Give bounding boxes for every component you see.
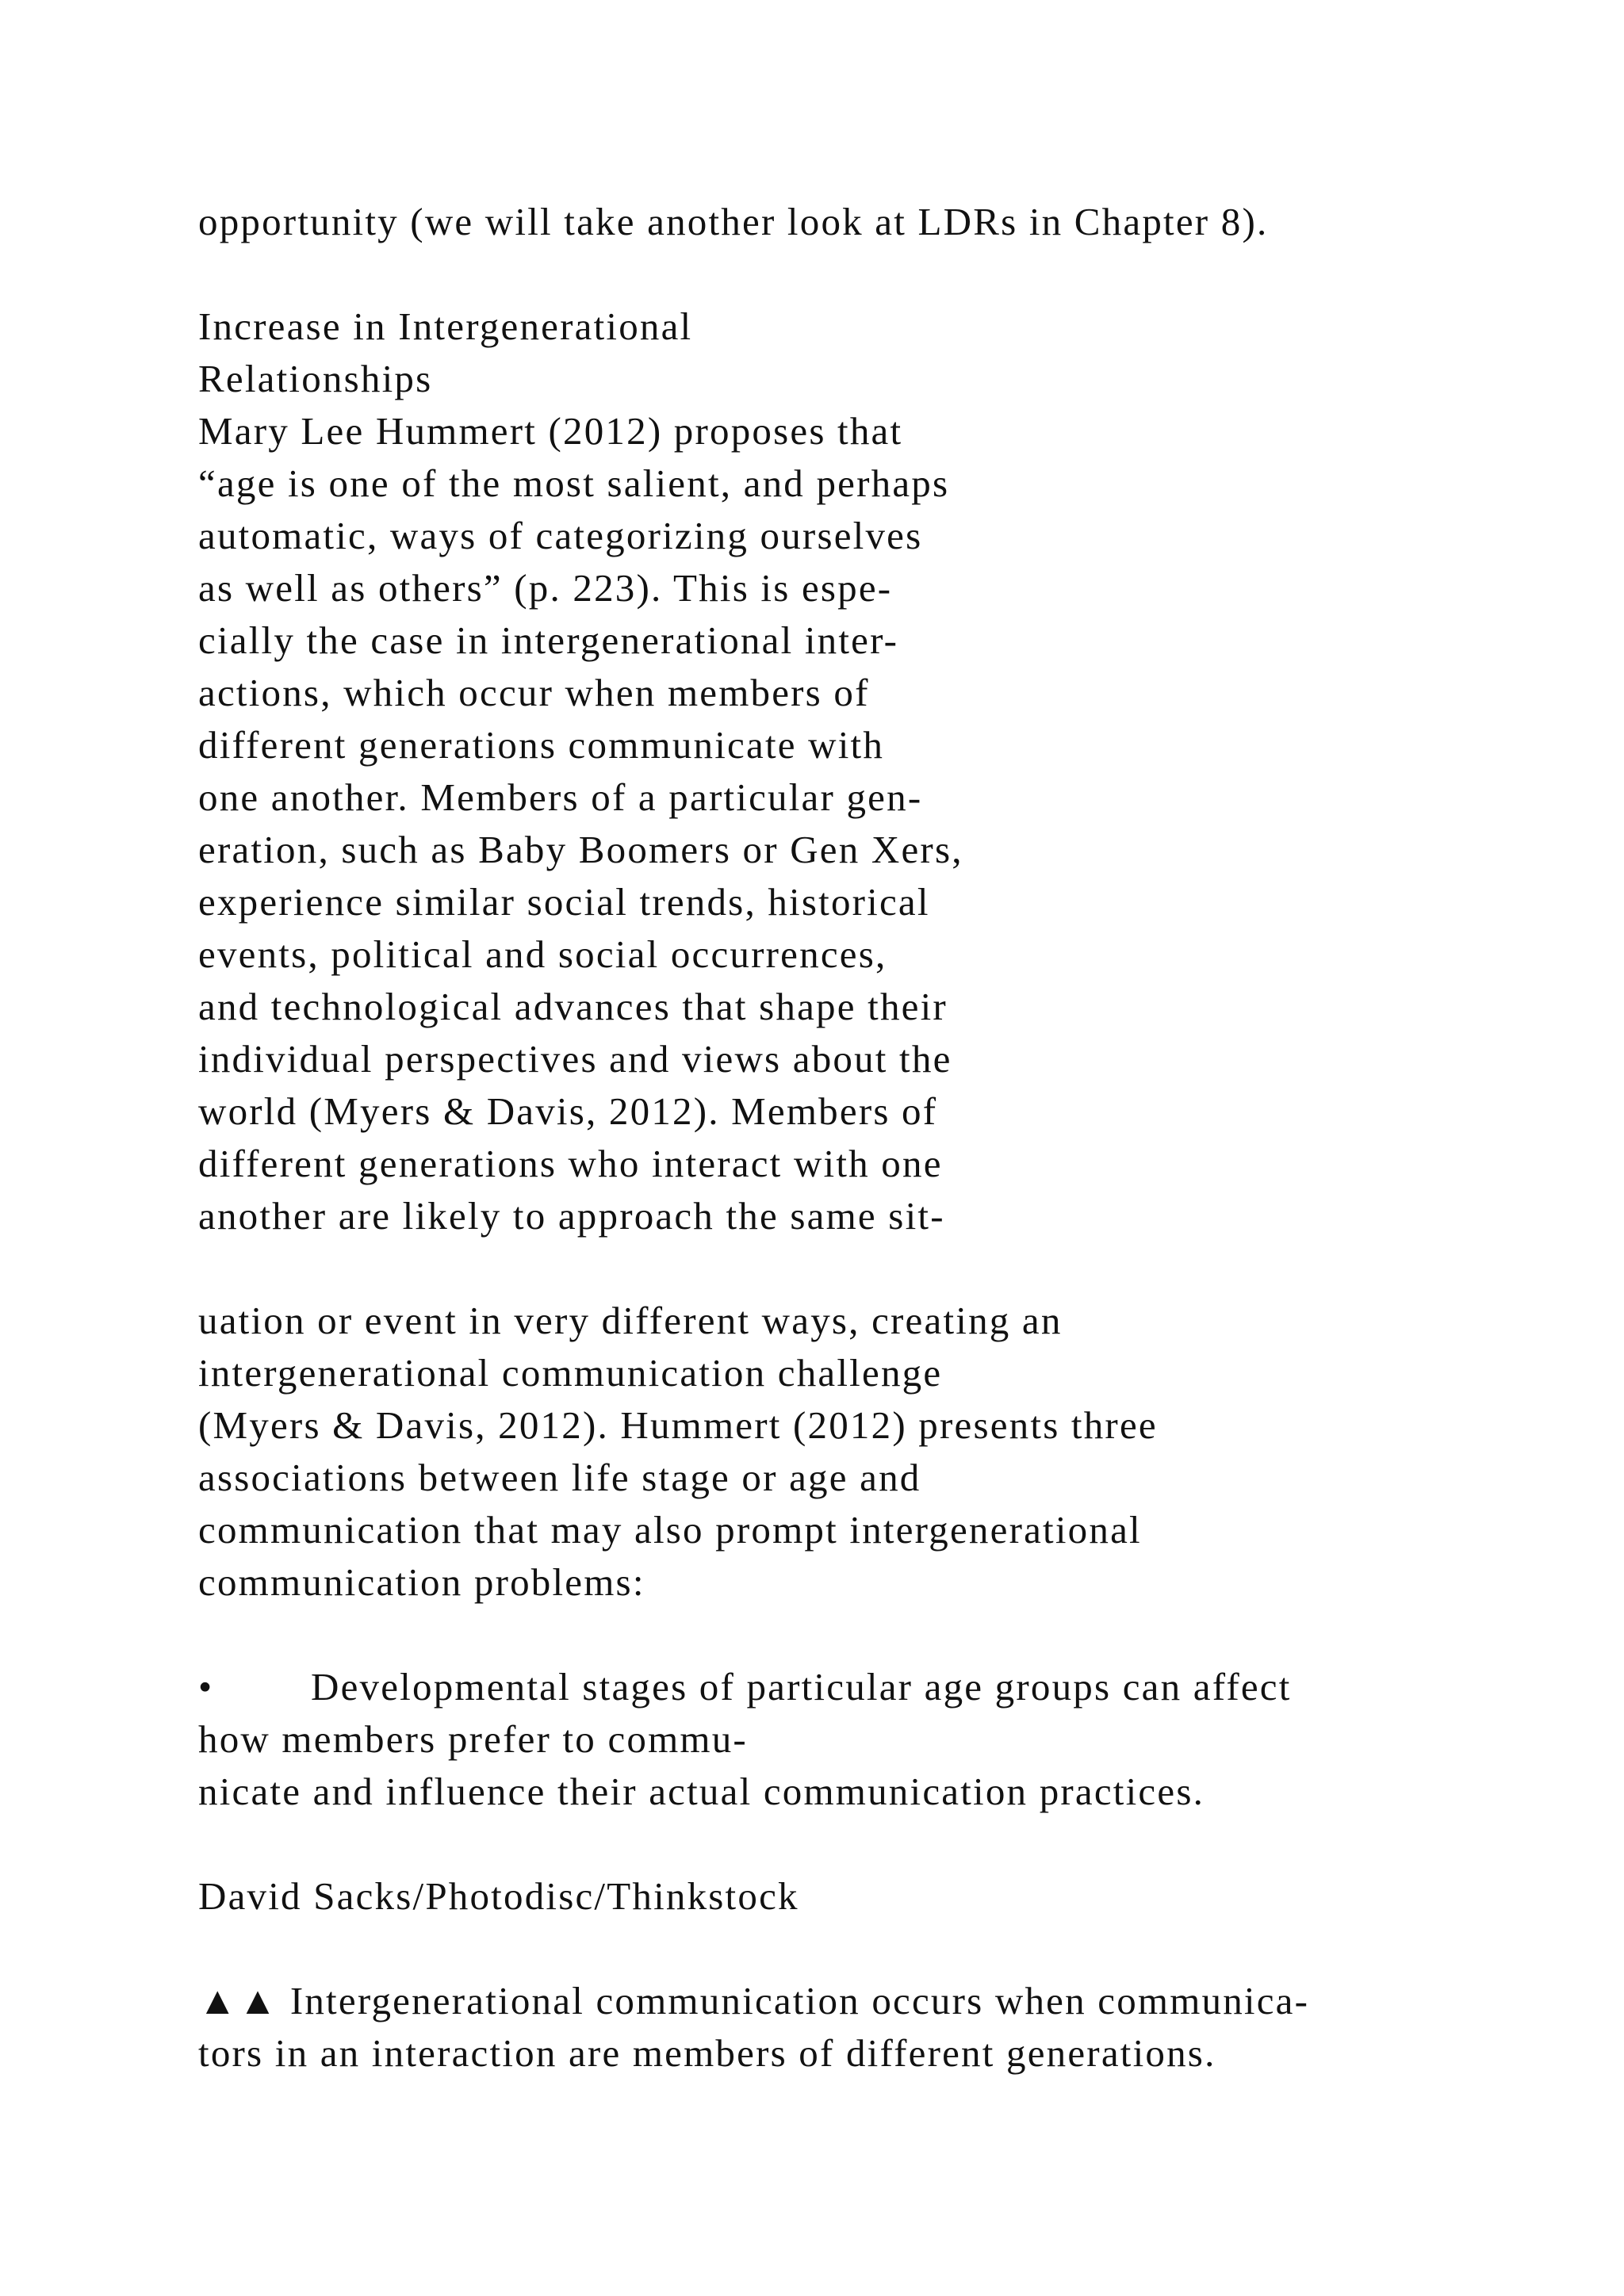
bullet-marker: • [198,1665,214,1709]
paragraph-2-line: (Myers & Davis, 2012). Hummert (2012) presents three [198,1403,1158,1447]
bullet-item [198,1661,1292,1713]
intro-line: opportunity (we will take another look at LDRs in Chapter 8). [198,200,1269,243]
paragraph-1-line: Mary Lee Hummert (2012) proposes that [198,409,903,453]
bullet-text-line-1: Developmental stages of particular age groups can affect [311,1665,1292,1709]
paragraph-1-line: events, political and social occurrences, [198,932,887,976]
paragraph-1-line: and technological advances that shape their [198,985,948,1028]
paragraph-1-line: automatic, ways of categorizing ourselves [198,514,923,557]
paragraph-1-line: individual perspectives and views about the [198,1037,952,1081]
paragraph-2-line: associations between life stage or age and [198,1456,921,1499]
paragraph-1-line: “age is one of the most salient, and perhaps [198,461,950,505]
figure-caption-line-2: tors in an interaction are members of different generations. [198,2031,1216,2075]
paragraph-1-line: world (Myers & Davis, 2012). Members of [198,1089,938,1133]
photo-credit: David Sacks/Photodisc/Thinkstock [198,1874,799,1918]
paragraph-2-line: uation or event in very different ways, creating an [198,1299,1063,1342]
paragraph-1-line: different generations who interact with one [198,1142,943,1185]
paragraph-2-line: communication that may also prompt intergenerational [198,1508,1142,1552]
paragraph-2-line: communication problems: [198,1560,645,1604]
paragraph-1-line: as well as others” (p. 223). This is espe- [198,566,893,610]
paragraph-1-line: eration, such as Baby Boomers or Gen Xers, [198,828,963,871]
paragraph-1-line: experience similar social trends, historical [198,880,930,924]
section-heading-line-1: Increase in Intergenerational [198,304,693,348]
paragraph-1-line: another are likely to approach the same sit- [198,1194,945,1238]
figure-caption-line-1: ▲▲ Intergenerational communication occurs when communica- [198,1979,1310,2022]
paragraph-1-line: actions, which occur when members of [198,671,870,714]
paragraph-1-line: different generations communicate with [198,723,885,767]
paragraph-1-line: cially the case in intergenerational inter- [198,618,899,662]
section-heading-line-2: Relationships [198,357,433,400]
paragraph-1-line: one another. Members of a particular gen- [198,775,923,819]
bullet-text-line-3: nicate and influence their actual communication practices. [198,1770,1205,1813]
bullet-text-line-2: how members prefer to commu- [198,1717,748,1761]
paragraph-2-line: intergenerational communication challenge [198,1351,943,1395]
